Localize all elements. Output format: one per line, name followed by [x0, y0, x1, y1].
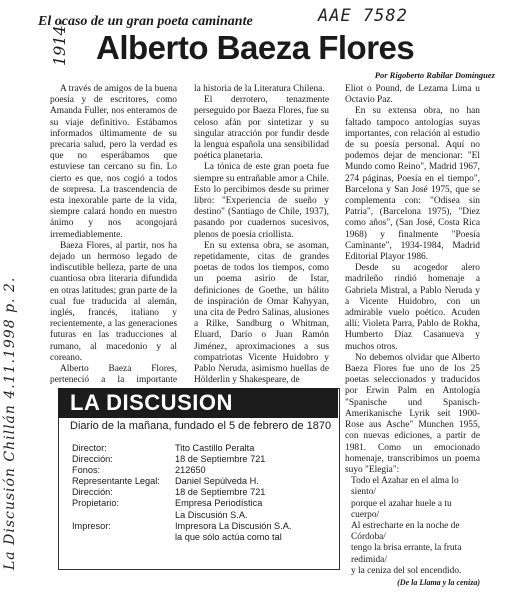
poem-verse: y la ceniza del sol encendido.: [351, 565, 462, 576]
paragraph: No debemos olvidar que Alberto Baeza Flores fue uno de los 25 poetas seleccionados y traducidos por Erwin Palm en Antología "Spanische und Spanisch-Amerikanische Lyrik seit 1900- Rose aus Asche" Munchen 1955, con nuevas ediciones, a partir de 1981. Como un emocionado homenaje, transcribimos un poema suyo "Elegía":: [345, 352, 480, 475]
credit-label: Fonos:: [72, 465, 101, 476]
credit-row: [72, 476, 337, 487]
credit-row: [72, 487, 337, 498]
poem-verse: porque el azahar huele a tu cuerpo/: [351, 498, 452, 520]
credit-label: Representante Legal:: [72, 476, 160, 487]
credit-label: Director:: [72, 443, 107, 453]
credit-value: la que sólo actúa como tal: [175, 531, 282, 542]
article-column-2: [194, 84, 329, 384]
credit-label: Propietario:: [72, 498, 119, 509]
poem-source: (De la Llama y la ceniza): [397, 577, 480, 587]
credit-value: 18 de Septiembre 721: [175, 454, 266, 465]
credit-value: La Discusión S.A.: [175, 509, 248, 520]
credit-value: Daniel Sepúlveda H.: [175, 476, 259, 487]
credit-row: [72, 498, 337, 520]
paragraph: la historia de la Literatura Chilena.: [194, 84, 325, 94]
credit-label: Dirección:: [72, 454, 113, 465]
credit-value: Impresora La Discusión S.A.: [175, 520, 292, 531]
credit-value: 18 de Septiembre 721: [175, 487, 266, 498]
paragraph: Desde su acogedor alero madrileño rindió homenaje a Gabriela Mistral, a Pablo Neruda y a Vicente Huidobro, con un admirable vuelo poético. Acuden allí: Violeta Parra, Pablo de Rokha, Humberto Díaz Casanueva y muchos otros.: [345, 263, 480, 352]
paragraph: La tónica de este gran poeta fue siempre su entrañable amor a Chile. Esto lo percibimos desde su primer libro: "Experiencia de sueño y destino" (Santiago de Chile, 1937), pasando por cuadernos sucesivos, plenos de poesía criollista.: [194, 162, 329, 240]
article-column-1: [50, 84, 177, 384]
credit-label: Impresor:: [72, 520, 111, 531]
credit-row: [72, 465, 337, 476]
poem-verse: Al estrecharte en la noche de Córdoba/: [351, 520, 460, 543]
paragraph: En su extensa obra, no han faltado tampoco antologías suyas importantes, con relación al estudio de su poesía personal. Aquí no podemos dejar de mencionar: "El Mundo como Reino", Madrid 1967, 274 páginas, Poesía en el tiempo", Barcelona y San José 1975, que se complementa con: "Odisea sin Patria", (Barcelona 1975), "Diez como años", (San José, Costa Rica 1968) y finalmente "Poesía Caminante", 1934-1984, Madrid Editorial Playor 1986.: [345, 106, 480, 263]
paragraph: A través de amigos de la buena poesía y de escritores, como Amanda Fuller, nos enteramos de su viaje definitivo. Estábamos informados últimamente de su precaria salud, pero la verdad es que no esperábamos que estuviese tan cercano su fin. Lo cierto es que, nos cogió a todos de sorpresa. La trascendencia de esta inexorable parte de la vida, siempre calará hondo en nuestro ánimo y nos acongojará irremediablemente.: [50, 84, 177, 240]
credit-value: Tito Castillo Peralta: [175, 443, 255, 453]
headline: Alberto Baeza Flores: [96, 29, 415, 66]
credit-row: [72, 454, 337, 465]
article-column-3: [345, 84, 480, 594]
paragraph: En su extensa obra, se asoman, repetidamente, citas de grandes poetas de todos los tiempos, como un poema asirio de Istar, definiciones de Goethe, un hálito de inspiración de Omar Kahyyan, una cita de Pedro Salinas, alusiones a Rilke, Sandburg o Whitman, Eluard, Darío o Juan Ramón Jiménez, aproximaciones a sus compatriotas Vicente Huidobro y Pablo Neruda, asimismo huellas de Hölderlin y Shakespeare, de: [194, 240, 329, 384]
paragraph: Baeza Flores, al partir, nos ha dejado un hermoso legado de indiscutible belleza, parte de una cuantiosa obra literaria difundida en otras latitudes; gran parte de la cual fue traducida al alemán, inglés, francés, italiano y recientemente, a las generaciones futuras en las traducciones al rumano, al macedonio y al coreano.: [50, 240, 177, 363]
poem-verse: Todo el Azahar en el alma lo siento/: [351, 476, 459, 498]
newspaper-name: LA DISCUSION: [70, 390, 233, 415]
kicker-line: El ocaso de un gran poeta caminante: [38, 14, 253, 29]
newspaper-subtitle: Diario de la mañana, fundado el 5 de febrero de 1870: [70, 420, 332, 432]
paragraph: El derrotero, tenazmente perseguido por Baeza Flores, fue su celoso afán por sintetizar y su singular atracción por fundir desde la lengua española una sensibilidad poética planetaria.: [194, 95, 329, 162]
credit-value: Empresa Periodística: [175, 498, 263, 509]
paragraph: Alberto Baeza Flores, perteneció a la importante: [50, 364, 177, 384]
handwritten-catalog-code: AAE 7582: [318, 6, 408, 26]
credit-row: [72, 521, 337, 543]
credit-label: Dirección:: [72, 487, 113, 498]
masthead-credits: [72, 443, 337, 543]
credit-value: 212650: [175, 465, 206, 476]
credit-value-group: [175, 498, 337, 520]
handwritten-year: 1914-: [50, 19, 69, 66]
credit-value-group: [175, 521, 337, 543]
poem-verse: tengo la brisa errante, la fruta redimida/: [351, 543, 462, 565]
byline: Por Rigoberto Rabilar Domínguez: [374, 70, 495, 80]
handwritten-source-note: La Discusión Chillán 4.11.1998 p. 2.: [2, 276, 18, 570]
paragraph: Eliot o Pound, de Lezama Lima u Octavio Paz.: [345, 84, 480, 106]
credit-row: [72, 443, 337, 454]
